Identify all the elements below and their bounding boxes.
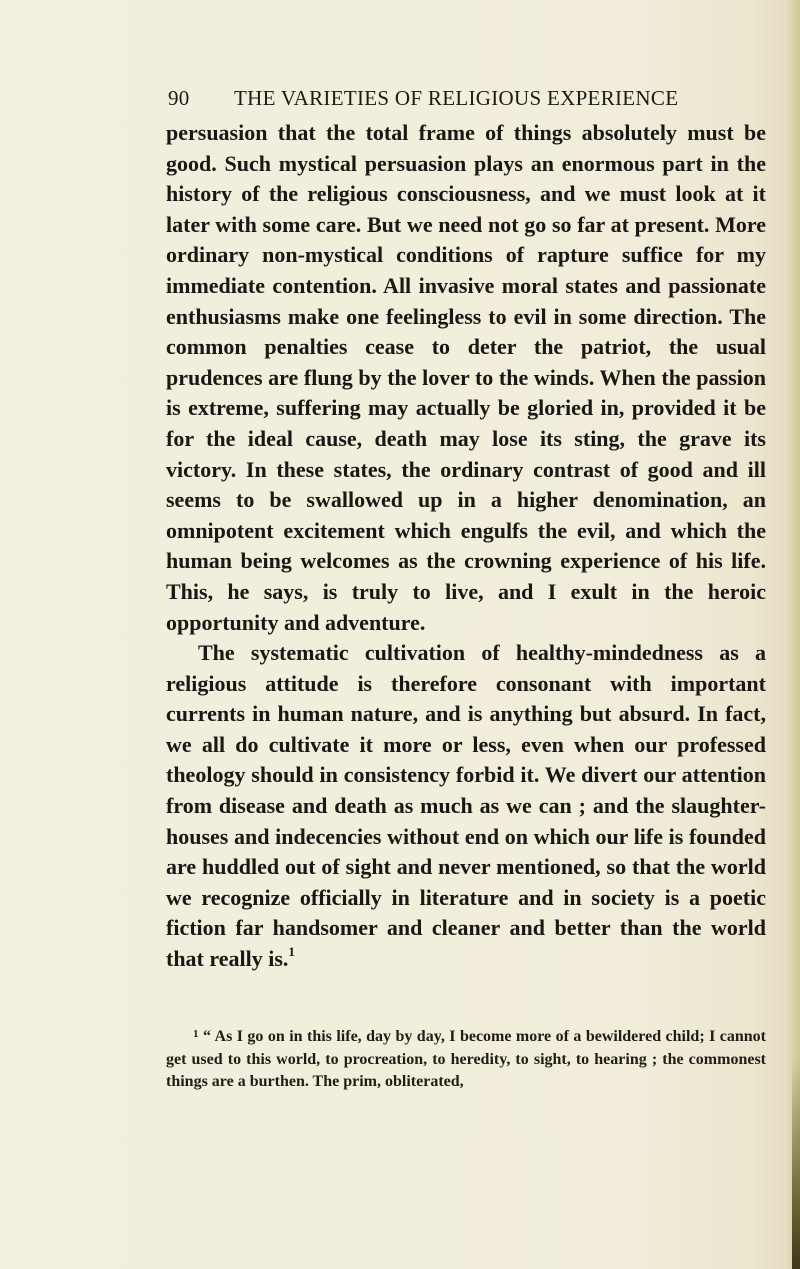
- footnote-text: “ As I go on in this life, day by day, I become more of a bewildered child; I cannot get used to this world, to procreation, to heredity, to sight, to hearing ; the commonest things are a burthen. The prim, obliterated,: [166, 1028, 766, 1090]
- running-header: [168, 86, 728, 116]
- paragraph-1-text: persuasion that the total frame of things absolutely must be good. Such mystical persuasion plays an enormous part in the history of the religious consciousness, and we must look at it later with some care. But we need not go so far at present. More ordinary non-mystical conditions of rapture suffice for my immediate contention. All invasive moral states and passionate enthusiasms make one feelingless to evil in some direction. The common penalties cease to deter the patriot, the usual prudences are flung by the lover to the winds. When the passion is extreme, suffering may actually be gloried in, provided it be for the ideal cause, death may lose its sting, the grave its victory. In these states, the ordinary contrast of good and ill seems to be swallowed up in a higher denomination, an omnipotent excitement which engulfs the evil, and which the human being welcomes as the crowning experience of his life. This, he says, is truly to live, and I exult in the heroic opportunity and adventure.: [166, 120, 766, 635]
- running-title: THE VARIETIES OF RELIGIOUS EXPERIENCE: [234, 86, 679, 110]
- footnote-reference[interactable]: 1: [288, 944, 295, 960]
- paragraph-2: [166, 638, 766, 975]
- footnote-paragraph: [166, 1023, 766, 1094]
- paragraph-1: [166, 118, 766, 638]
- paragraph-2-text: The systematic cultivation of healthy-mindedness as a religious attitude is therefore consonant with important currents in human nature, and is anything but absurd. In fact, we all do cultivate it more or less, even when our professed theology should in consistency forbid it. We divert our attention from disease and death as much as we can ; and the slaughter-houses and indecencies without end on which our life is founded are huddled out of sight and never mentioned, so that the world we recognize officially in literature and in society is a poetic fiction far handsomer and cleaner and better than the world that really is.: [166, 640, 766, 972]
- page-number: 90: [168, 86, 190, 110]
- body-text: [166, 118, 766, 975]
- footnote-marker: 1: [193, 1028, 199, 1040]
- page-edge-binding: [792, 1060, 800, 1269]
- footnote: [166, 1023, 766, 1094]
